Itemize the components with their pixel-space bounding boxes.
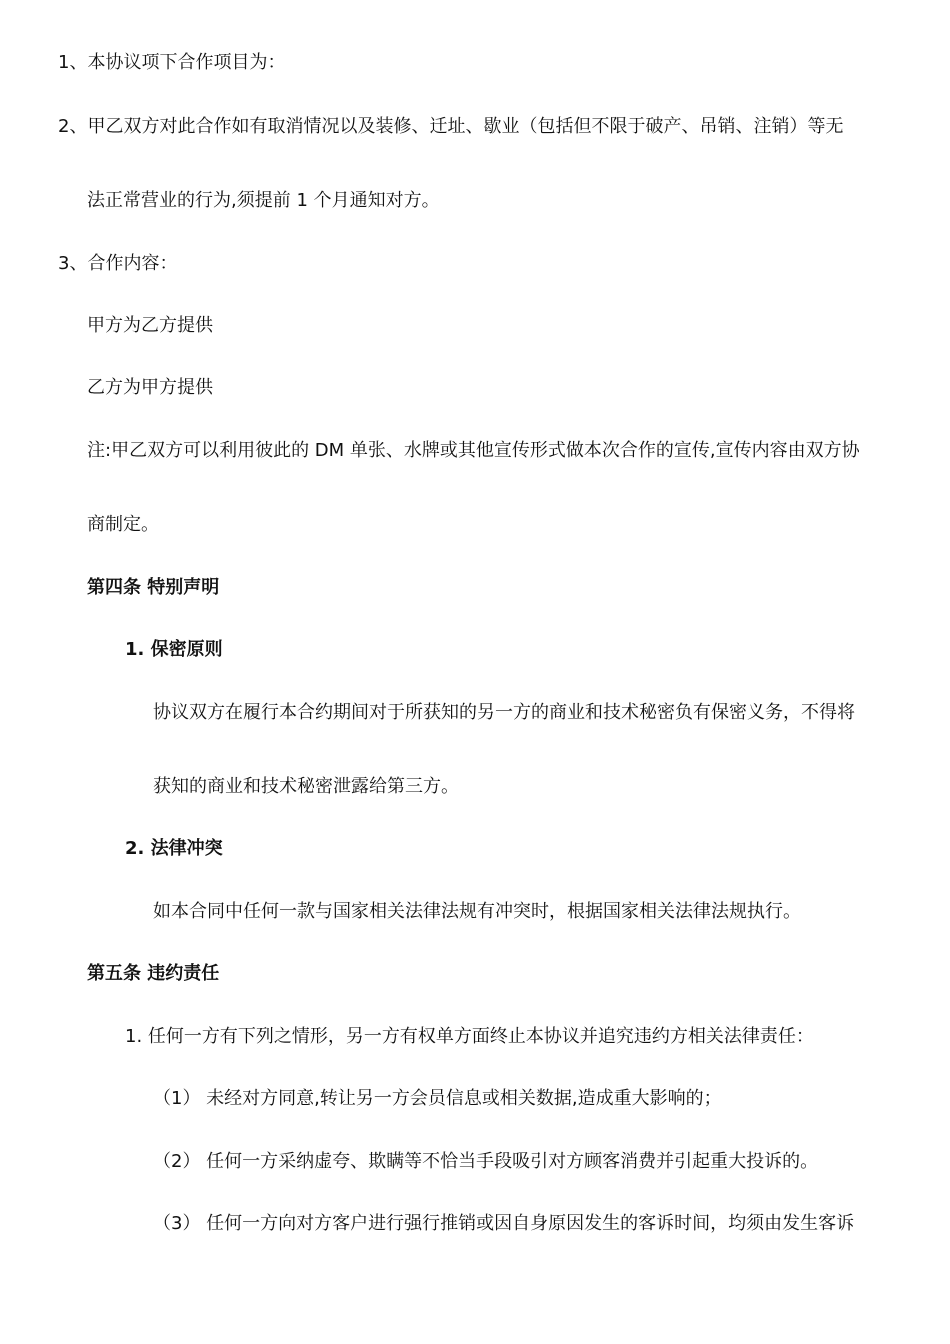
article-5-heading: 第五条 违约责任: [87, 963, 220, 984]
article-4-heading: 第四条 特别声明: [87, 577, 220, 598]
breach-case-2: （2） 任何一方采纳虚夸、欺瞒等不恰当手段吸引对方顾客消费并引起重大投诉的。: [153, 1151, 819, 1172]
legal-conflict-title: 2. 法律冲突: [125, 838, 223, 859]
clause-item-1: 1、本协议项下合作项目为：: [58, 52, 286, 73]
party-a-provides: 甲方为乙方提供: [87, 315, 213, 336]
party-b-provides: 乙方为甲方提供: [87, 377, 213, 398]
confidentiality-line-1: 协议双方在履行本合约期间对于所获知的另一方的商业和技术秘密负有保密义务，不得将: [153, 702, 855, 723]
breach-case-3: （3） 任何一方向对方客户进行强行推销或因自身原因发生的客诉时间，均须由发生客诉: [153, 1213, 855, 1234]
confidentiality-title: 1. 保密原则: [125, 639, 223, 660]
legal-conflict-line-1: 如本合同中任何一款与国家相关法律法规有冲突时，根据国家相关法律法规执行。: [153, 901, 801, 922]
clause-item-2-line-1: 2、甲乙双方对此合作如有取消情况以及装修、迁址、歇业（包括但不限于破产、吊销、注销）等无: [58, 116, 844, 137]
clause-item-2-line-2: 法正常营业的行为,须提前 1 个月通知对方。: [87, 190, 440, 211]
clause-item-3: 3、合作内容：: [58, 253, 178, 274]
note-line-2: 商制定。: [87, 514, 159, 535]
note-line-1: 注:甲乙双方可以利用彼此的 DM 单张、水牌或其他宣传形式做本次合作的宣传,宣传内容由双方协: [87, 440, 860, 461]
breach-item-1: 1. 任何一方有下列之情形，另一方有权单方面终止本协议并追究违约方相关法律责任：: [125, 1026, 814, 1047]
breach-case-1: （1） 未经对方同意,转让另一方会员信息或相关数据,造成重大影响的；: [153, 1088, 722, 1109]
confidentiality-line-2: 获知的商业和技术秘密泄露给第三方。: [153, 776, 459, 797]
